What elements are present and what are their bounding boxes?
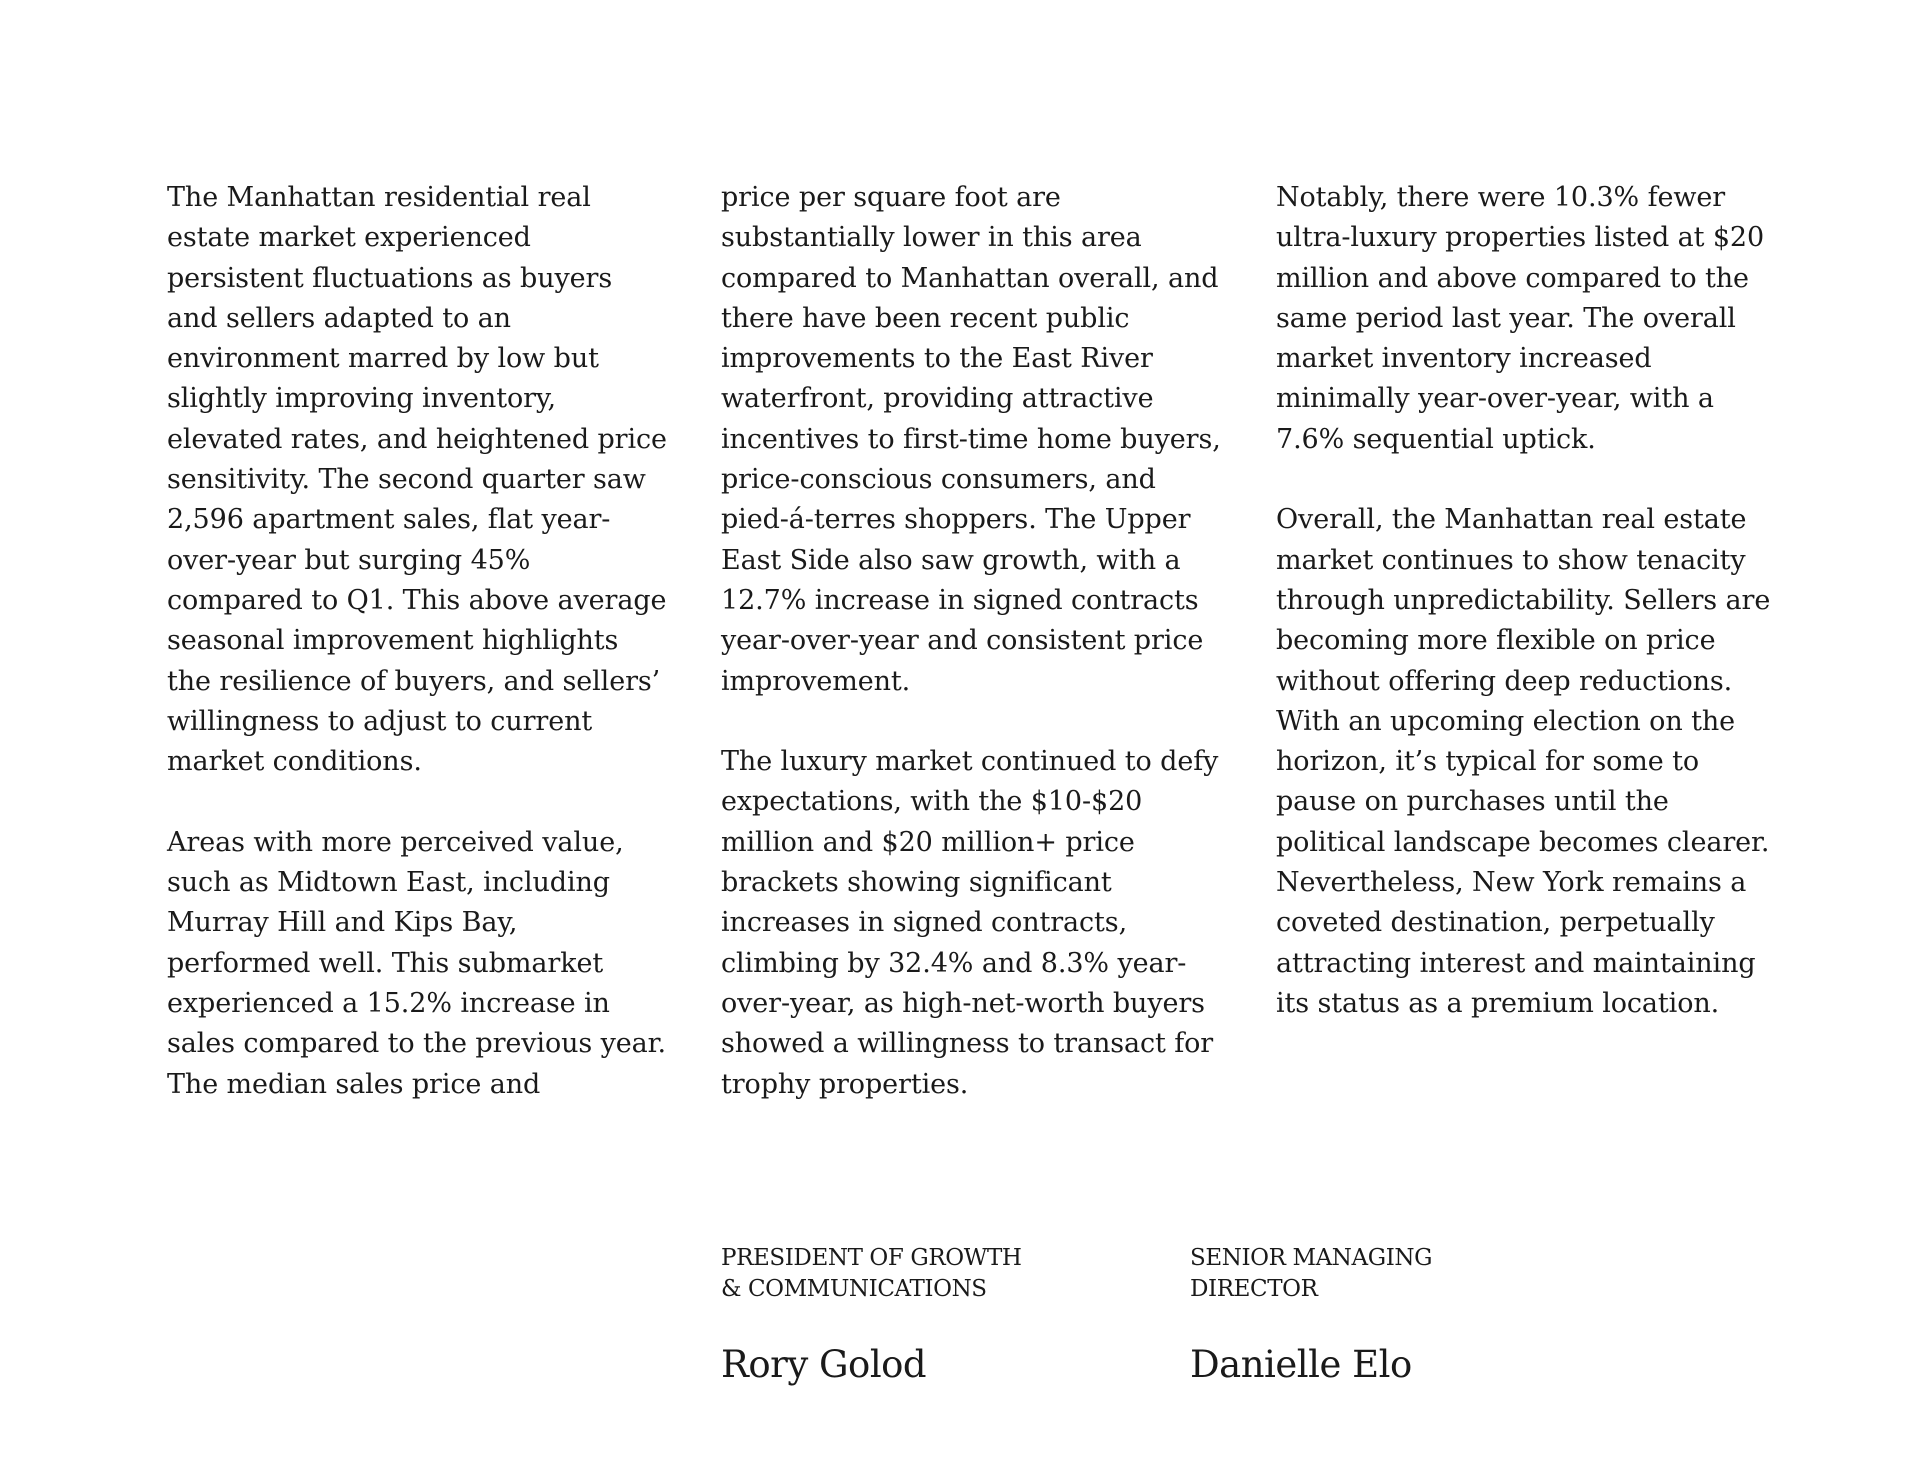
- article-column-2: [721, 178, 1221, 1145]
- signature-title-line: PRESIDENT OF GROWTH: [721, 1245, 1022, 1271]
- paragraph-midtown-east-continued: price per square foot are substantially lower in this area compared to Manhattan overall, and there have been recent public improvements to the East River waterfront, providing attractive incentives to first-time home buyers, price-conscious consumers, and pied-á-terres shoppers. The Upper East Side also saw growth, with a 12.7% increase in signed contracts year-over-year and consistent price improvement.: [721, 182, 1221, 697]
- signature-block: [721, 1243, 1621, 1393]
- signature-name: Rory Golod: [721, 1343, 927, 1386]
- paragraph-perceived-value-areas: Areas with more perceived value, such as Midtown East, including Murray Hill and Kips Bay, performed well. This submarket experienced a 15.2% increase in sales compared to the previous year. The median sales price and: [167, 826, 666, 1100]
- signature-danielle-elo: [1190, 1243, 1550, 1387]
- signature-title-line: DIRECTOR: [1190, 1276, 1318, 1302]
- signature-title: [721, 1243, 1081, 1305]
- article-column-3: [1276, 178, 1776, 1065]
- article-body: [167, 178, 1771, 1118]
- paragraph-outlook: Overall, the Manhattan real estate market continues to show tenacity through unpredictability. Sellers are becoming more flexible on price without offering deep reductions. With an upcoming election on the horizon, it’s typical for some to pause on purchases until the political landscape becomes clearer. Nevertheless, New York remains a coveted destination, perpetually attracting interest and maintaining its status as a premium location.: [1276, 504, 1771, 1019]
- paragraph-ultra-luxury-inventory: Notably, there were 10.3% fewer ultra-luxury properties listed at $20 million and above compared to the same period last year. The overall market inventory increased minimally year-over-year, with a 7.6% sequential uptick.: [1276, 182, 1765, 455]
- signature-rory-golod: [721, 1243, 1081, 1387]
- signature-title-line: & COMMUNICATIONS: [721, 1276, 987, 1302]
- article-column-1: [167, 178, 667, 1145]
- paragraph-market-overview: The Manhattan residential real estate market experienced persistent fluctuations as buyers and sellers adapted to an environment marred by low but slightly improving inventory, elevated rates, and heightened price sensitivity. The second quarter saw 2,596 apartment sales, flat year-over-year but surging 45% compared to Q1. This above average seasonal improvement highlights the resilience of buyers, and sellers’ willingness to adjust to current market conditions.: [167, 182, 667, 778]
- signature-title: [1190, 1243, 1550, 1305]
- paragraph-luxury-market: The luxury market continued to defy expectations, with the $10-$20 million and $20 million+ price brackets showing significant increases in signed contracts, climbing by 32.4% and 8.3% year-over-year, as high-net-worth buyers showed a willingness to transact for trophy properties.: [721, 746, 1219, 1100]
- signature-title-line: SENIOR MANAGING: [1190, 1245, 1433, 1271]
- signature-name: Danielle Elo: [1190, 1343, 1412, 1386]
